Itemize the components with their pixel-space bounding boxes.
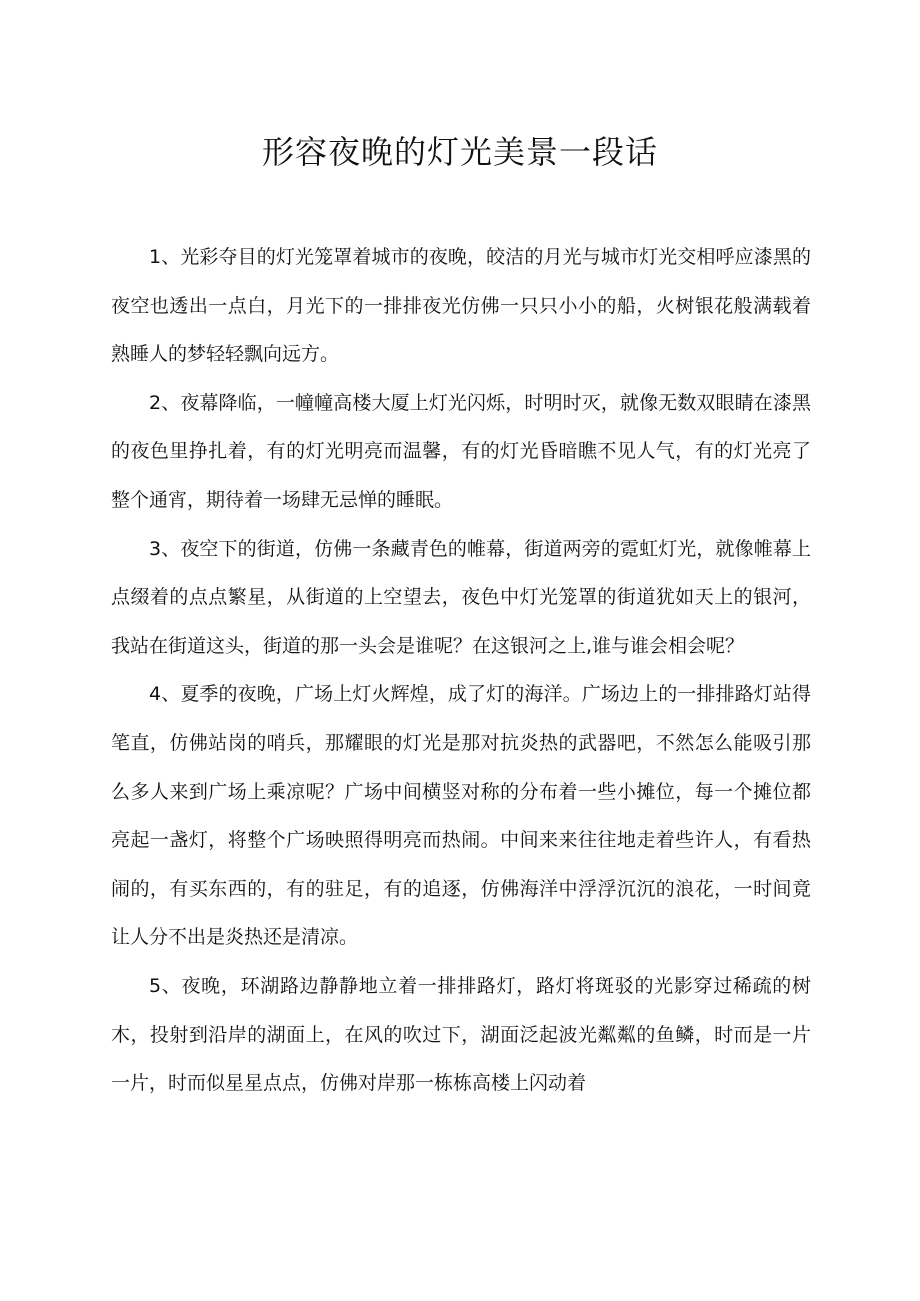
document-body (111, 233, 811, 1108)
document-title: 形容夜晚的灯光美景一段话 (261, 133, 658, 171)
paragraph-5: 5、夜晚，环湖路边静静地立着一排排路灯，路灯将斑驳的光影穿过稀疏的树木，投射到沿岸的湖面上，在风的吹过下，湖面泛起波光粼粼的鱼鳞，时而是一片一片，时而似星星点点，仿佛对岸那一栋栋高楼上闪动着 (111, 974, 811, 1095)
paragraph-4: 4、夏季的夜晚，广场上灯火辉煌，成了灯的海洋。广场边上的一排排路灯站得笔直，仿佛站岗的哨兵，那耀眼的灯光是那对抗炎热的武器吧，不然怎么能吸引那么多人来到广场上乘凉呢？广场中间横竖对称的分布着一些小摊位，每一个摊位都亮起一盏灯，将整个广场映照得明亮而热闹。中间来来往往地走着些许人，有看热闹的，有买东西的，有的驻足，有的追逐，仿佛海洋中浮浮沉沉的浪花，一时间竟让人分不出是炎热还是清凉。 (111, 683, 811, 949)
paragraph-1: 1、光彩夺目的灯光笼罩着城市的夜晚，皎洁的月光与城市灯光交相呼应漆黑的夜空也透出一点白，月光下的一排排夜光仿佛一只只小小的船，火树银花般满载着熟睡人的梦轻轻飘向远方。 (111, 246, 811, 366)
paragraph-3: 3、夜空下的街道，仿佛一条藏青色的帷幕，街道两旁的霓虹灯光，就像帷幕上点缀着的点点繁星，从街道的上空望去，夜色中灯光笼罩的街道犹如天上的银河，我站在街道这头，街道的那一头会是谁呢？在这银河之上,谁与谁会相会呢？ (111, 537, 811, 657)
paragraph-2: 2、夜幕降临，一幢幢高楼大厦上灯光闪烁，时明时灭，就像无数双眼睛在漆黑的夜色里挣扎着，有的灯光明亮而温馨，有的灯光昏暗瞧不见人气，有的灯光亮了整个通宵，期待着一场肆无忌惮的睡眠。 (111, 391, 811, 511)
